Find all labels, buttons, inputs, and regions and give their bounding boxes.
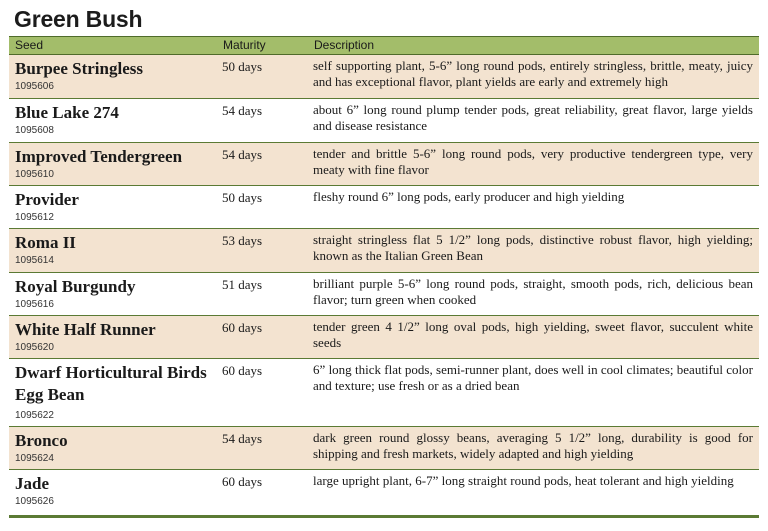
maturity-days: 53 days xyxy=(222,233,263,248)
column-header-description: Description xyxy=(314,38,375,52)
table-row xyxy=(9,55,759,99)
seed-code: 1095614 xyxy=(15,255,54,266)
seed-name: Bronco xyxy=(15,431,68,450)
seed-description: straight stringless flat 5 1/2” long pods, distinctive robust flavor, high yielding; known as the Italian Green Bean xyxy=(313,232,753,263)
seed-name: Royal Burgundy xyxy=(15,277,136,296)
seed-name: Dwarf Horticultural Birds Egg Bean xyxy=(15,363,207,404)
table-row xyxy=(9,186,759,229)
seed-description: tender green 4 1/2” long oval pods, high yielding, sweet flavor, succulent white seeds xyxy=(313,319,753,350)
seed-description: dark green round glossy beans, averaging 5 1/2” long, durability is good for shipping and fresh markets, widely adapted and high yielding xyxy=(313,430,753,461)
seed-description: 6” long thick flat pods, semi-runner plant, does well in cool climates; beautiful color and texture; use fresh or as a dried bean xyxy=(313,362,753,393)
maturity-days: 54 days xyxy=(222,431,263,446)
maturity-days: 60 days xyxy=(222,474,263,489)
seed-name: Roma II xyxy=(15,233,76,252)
seed-description: about 6” long round plump tender pods, great reliability, great flavor, large yields and disease resistance xyxy=(313,102,753,133)
maturity-days: 54 days xyxy=(222,147,263,162)
maturity-days: 60 days xyxy=(222,363,263,378)
table-row xyxy=(9,229,759,273)
table-header xyxy=(9,36,759,55)
seed-name: Jade xyxy=(15,474,49,493)
seed-name: Provider xyxy=(15,190,79,209)
column-header-maturity: Maturity xyxy=(223,38,266,52)
table-row xyxy=(9,143,759,186)
seed-description: large upright plant, 6-7” long straight round pods, heat tolerant and high yielding xyxy=(313,473,734,488)
seed-code: 1095612 xyxy=(15,212,54,223)
seed-code: 1095610 xyxy=(15,169,54,180)
seed-name: Improved Tendergreen xyxy=(15,147,183,166)
table-row xyxy=(9,359,759,427)
seed-code: 1095616 xyxy=(15,299,54,310)
table-row xyxy=(9,470,759,515)
column-header-seed: Seed xyxy=(15,38,44,52)
table-row xyxy=(9,316,759,359)
seed-name: White Half Runner xyxy=(15,320,156,339)
maturity-days: 50 days xyxy=(222,59,263,74)
seed-table xyxy=(9,55,759,515)
maturity-days: 50 days xyxy=(222,190,263,205)
seed-code: 1095624 xyxy=(15,453,54,464)
seed-code: 1095620 xyxy=(15,342,54,353)
page-title: Green Bush xyxy=(14,6,143,32)
seed-description: brilliant purple 5-6” long round pods, straight, smooth pods, rich, delicious bean flavor; turn green when cooked xyxy=(313,276,753,307)
maturity-days: 60 days xyxy=(222,320,263,335)
maturity-days: 54 days xyxy=(222,103,263,118)
seed-code: 1095608 xyxy=(15,125,54,136)
seed-name: Burpee Stringless xyxy=(15,59,143,78)
seed-description: fleshy round 6” long pods, early producer and high yielding xyxy=(313,189,625,204)
seed-description: tender and brittle 5-6” long round pods, very productive tendergreen type, very meaty with fine flavor xyxy=(313,146,753,177)
table-row xyxy=(9,427,759,470)
seed-code: 1095606 xyxy=(15,81,54,92)
seed-name: Blue Lake 274 xyxy=(15,103,119,122)
table-row xyxy=(9,99,759,143)
seed-code: 1095622 xyxy=(15,410,54,421)
table-bottom-rule xyxy=(9,515,759,518)
seed-code: 1095626 xyxy=(15,496,54,507)
seed-description: self supporting plant, 5-6” long round pods, entirely stringless, brittle, meaty, juicy and has exceptional flavor, plant yields are early and extremely high xyxy=(313,58,753,89)
table-row xyxy=(9,273,759,316)
maturity-days: 51 days xyxy=(222,277,263,292)
